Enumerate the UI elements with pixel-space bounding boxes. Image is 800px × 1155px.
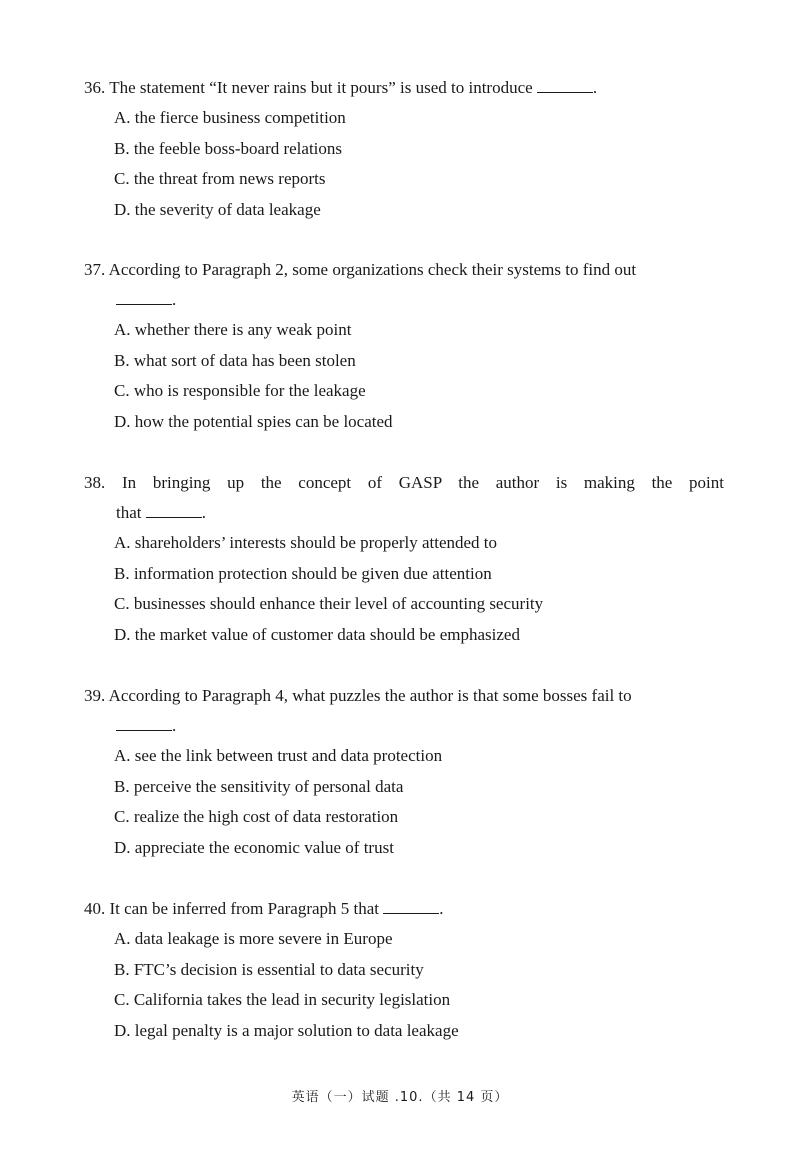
stem-text-cont: that bbox=[116, 503, 142, 522]
option-a[interactable]: A. whether there is any weak point bbox=[114, 320, 352, 339]
stem-text: It can be inferred from Paragraph 5 that bbox=[109, 899, 380, 918]
question-40 bbox=[84, 894, 724, 1046]
stem-end: . bbox=[201, 503, 206, 522]
question-number: 36. bbox=[84, 78, 106, 97]
stem-end: . bbox=[172, 290, 177, 309]
option-c[interactable]: C. realize the high cost of data restoration bbox=[114, 807, 399, 826]
options-list bbox=[84, 741, 724, 863]
option-d[interactable]: D. how the potential spies can be located bbox=[114, 411, 393, 431]
stem-end: . bbox=[592, 78, 598, 97]
option-b[interactable]: B. information protection should be given due attention bbox=[114, 563, 492, 583]
stem-text: In bringing up the concept of GASP the author is making the point bbox=[121, 473, 724, 492]
option-a[interactable]: A. shareholders’ interests should be properly attended to bbox=[114, 533, 498, 552]
option-b[interactable]: B. perceive the sensitivity of personal data bbox=[114, 776, 404, 796]
question-number: 37. bbox=[84, 260, 106, 279]
stem-text: According to Paragraph 2, some organizations check their systems to find out bbox=[108, 260, 637, 279]
answer-blank bbox=[116, 716, 172, 731]
question-stem bbox=[84, 73, 724, 103]
options-list bbox=[84, 924, 724, 1046]
answer-blank bbox=[537, 78, 593, 93]
question-stem bbox=[84, 255, 724, 285]
question-stem bbox=[84, 681, 724, 711]
page-footer: 英语（一）试题 .10.（共 14 页） bbox=[291, 1090, 509, 1105]
question-number: 40. bbox=[84, 899, 106, 918]
stem-continuation bbox=[84, 711, 724, 741]
option-d[interactable]: D. appreciate the economic value of trust bbox=[114, 837, 394, 857]
stem-text: According to Paragraph 4, what puzzles the author is that some bosses fail to bbox=[108, 686, 632, 705]
stem-text: The statement “It never rains but it pours” is used to introduce bbox=[109, 78, 533, 97]
stem-end: . bbox=[172, 716, 177, 735]
option-a[interactable]: A. data leakage is more severe in Europe bbox=[114, 929, 393, 948]
question-39 bbox=[84, 681, 724, 863]
answer-blank bbox=[383, 899, 439, 914]
option-c[interactable]: C. the threat from news reports bbox=[114, 169, 326, 188]
question-36 bbox=[84, 73, 724, 225]
option-d[interactable]: D. the severity of data leakage bbox=[114, 199, 321, 219]
option-a[interactable]: A. see the link between trust and data protection bbox=[114, 746, 443, 765]
stem-end: . bbox=[439, 899, 444, 918]
option-b[interactable]: B. what sort of data has been stolen bbox=[114, 350, 356, 370]
question-stem bbox=[84, 894, 724, 924]
option-c[interactable]: C. businesses should enhance their level of accounting security bbox=[114, 594, 544, 613]
answer-blank bbox=[146, 503, 202, 518]
question-38 bbox=[84, 468, 724, 650]
option-b[interactable]: B. the feeble boss-board relations bbox=[114, 138, 343, 158]
options-list bbox=[84, 528, 724, 650]
option-c[interactable]: C. California takes the lead in security legislation bbox=[114, 990, 451, 1009]
stem-continuation bbox=[84, 285, 724, 315]
question-number: 39. bbox=[84, 686, 106, 705]
options-list bbox=[84, 315, 724, 437]
option-d[interactable]: D. legal penalty is a major solution to data leakage bbox=[114, 1020, 459, 1040]
question-stem bbox=[84, 468, 724, 498]
question-37 bbox=[84, 255, 724, 437]
answer-blank bbox=[116, 290, 172, 305]
option-d[interactable]: D. the market value of customer data should be emphasized bbox=[114, 624, 520, 644]
question-number: 38. bbox=[84, 473, 106, 492]
options-list bbox=[84, 103, 724, 225]
option-b[interactable]: B. FTC’s decision is essential to data security bbox=[114, 959, 424, 979]
stem-continuation bbox=[84, 498, 724, 528]
option-a[interactable]: A. the fierce business competition bbox=[114, 108, 346, 127]
option-c[interactable]: C. who is responsible for the leakage bbox=[114, 381, 366, 400]
